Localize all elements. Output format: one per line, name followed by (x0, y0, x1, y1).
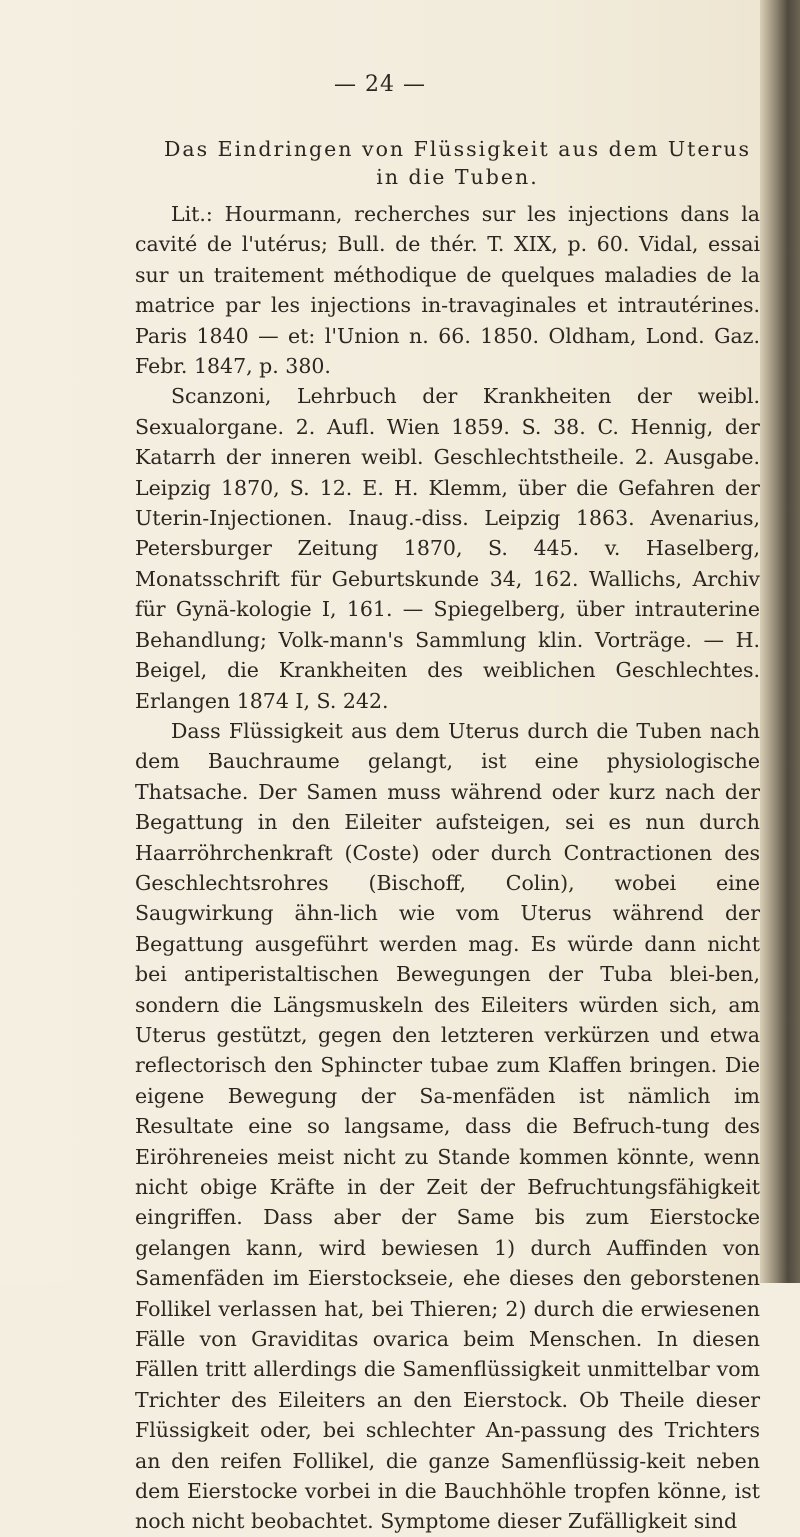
section-title (135, 135, 760, 191)
page-content (135, 135, 760, 1537)
literature-paragraph-1: Lit.: Hourmann, recherches sur les injections dans la cavité de l'utérus; Bull. de thér. T. XIX, p. 60. Vidal, essai sur un traitement méthodique de quelques maladies de la matrice par les injections in-travaginales et intrautérines. Paris 1840 — et: l'Union n. 66. 1850. Oldham, Lond. Gaz. Febr. 1847, p. 380. (135, 202, 760, 379)
section-title-line-1: Das Eindringen von Flüssigkeit aus dem Uterus (163, 137, 752, 161)
body-paragraph: Dass Flüssigkeit aus dem Uterus durch die Tuben nach dem Bauchraume gelangt, ist eine physiologische Thatsache. Der Samen muss während oder kurz nach der Begattung in den Eileiter aufsteigen, sei es nun durch Haarröhrchenkraft (Coste) oder durch Contractionen des Geschlechtsrohres (Bischoff, Colin), wobei eine Saugwirkung ähn-lich wie vom Uterus während der Begattung ausgeführt werden mag. Es würde dann nicht bei antiperistaltischen Bewegungen der Tuba blei-ben, sondern die Längsmuskeln des Eileiters würden sich, am Uterus gestützt, gegen den letzteren verkürzen und etwa reflectorisch den Sphincter tubae zum Klaffen bringen. Die eigene Bewegung der Sa-menfäden ist nämlich im Resultate eine so langsame, dass die Befruch-tung des Eiröhreneies meist nicht zu Stande kommen könnte, wenn nicht obige Kräfte in der Zeit der Befruchtungsfähigkeit eingriffen. Dass aber der Same bis zum Eierstocke gelangen kann, wird bewiesen 1) durch Auffinden von Samenfäden im Eierstockseie, ehe dieses den geborstenen Follikel verlassen hat, bei Thieren; 2) durch die erwiesenen Fälle von Graviditas ovarica beim Menschen. In diesen Fällen tritt allerdings die Samenflüssigkeit unmittelbar vom Trichter des Eileiters an den Eierstock. Ob Theile dieser Flüssigkeit oder, bei schlechter An-passung des Trichters an den reifen Follikel, die ganze Samenflüssig-keit neben dem Eierstocke vorbei in die Bauchhöhle tropfen könne, ist noch nicht beobachtet. Symptome dieser Zufälligkeit sind (135, 718, 760, 1534)
page-number: — 24 — (334, 72, 426, 97)
section-title-line-2: in die Tuben. (376, 165, 539, 189)
book-edge (760, 0, 800, 1283)
literature-paragraph-2: Scanzoni, Lehrbuch der Krankheiten der weibl. Sexualorgane. 2. Aufl. Wien 1859. S. 38. C. Hennig, der Katarrh der inneren weibl. Geschlechtstheile. 2. Ausgabe. Leipzig 1870, S. 12. E. H. Klemm, über die Gefahren der Uterin-Injectionen. Inaug.-diss. Leipzig 1863. Avenarius, Petersburger Zeitung 1870, S. 445. v. Haselberg, Monatsschrift für Geburtskunde 34, 162. Wallichs, Archiv für Gynä-kologie I, 161. — Spiegelberg, über intrauterine Behandlung; Volk-mann's Sammlung klin. Vorträge. — H. Beigel, die Krankheiten des weiblichen Geschlechtes. Erlangen 1874 I, S. 242. (135, 384, 760, 713)
